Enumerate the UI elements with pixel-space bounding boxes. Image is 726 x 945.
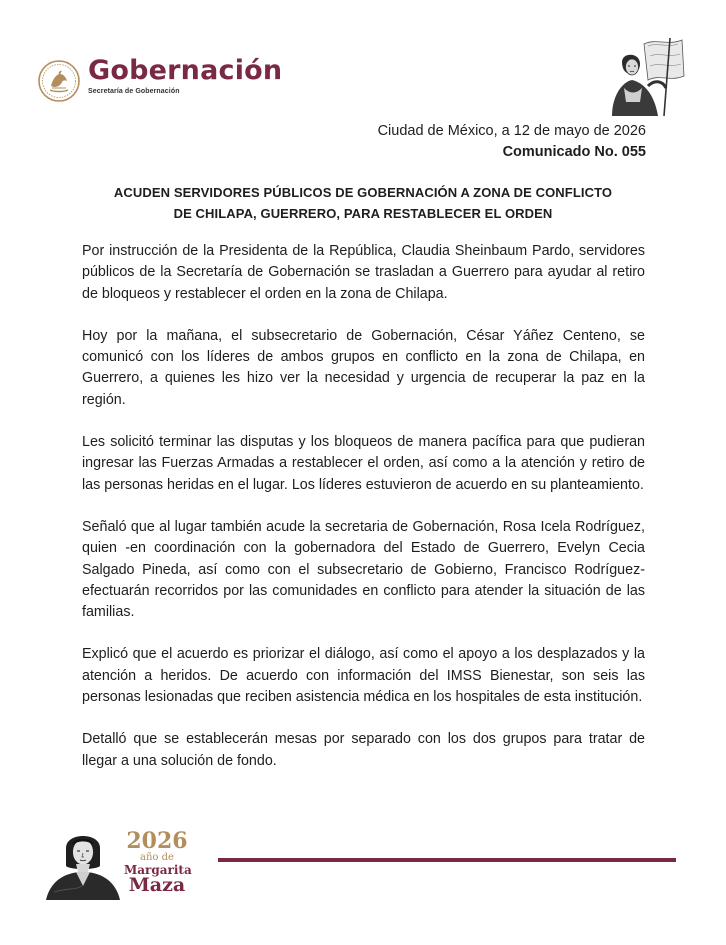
footer-surname: Maza [128,874,186,896]
press-release-title [82,182,644,224]
year-of-margarita-maza [124,830,190,895]
eagle-seal-icon [38,60,80,102]
body-paragraph: Explicó que el acuerdo es priorizar el diálogo, así como el apoyo a los desplazados y la atención a heridos. De acuerdo con información del IMSS Bienestar, son seis las personas lesionadas que reciben asistencia médica en los hospitales de esta institución. [82,646,645,706]
brand-name: Gobernación [88,55,283,86]
body-paragraph: Detalló que se establecerán mesas por separado con los dos grupos para tratar de llegar a una solución de fondo. [82,731,645,769]
brand-subtitle: Secretaría de Gobernación [88,88,180,95]
press-release-body [82,241,645,793]
title-line-2: DE CHILAPA, GUERRERO, PARA RESTABLECER EL ORDEN [173,206,553,221]
body-paragraph: Les solicitó terminar las disputas y los bloqueos de manera pacífica para que pudieran ingresar las Fuerzas Armadas a restablecer el orden, así como a la atención y retiro de las personas heridas en el lugar. Los líderes estuvieron de acuerdo en su planteamiento. [82,434,645,493]
footer-year-of: año de [140,852,174,863]
document-header [0,0,726,110]
comunicado-number: Comunicado No. 055 [502,144,646,160]
title-line-1: ACUDEN SERVIDORES PÚBLICOS DE GOBERNACIÓN A ZONA DE CONFLICTO [113,185,613,200]
body-paragraph: Señaló que al lugar también acude la secretaria de Gobernación, Rosa Icela Rodríguez, quien -en coordinación con la gobernadora del Estado de Guerrero, Evelyn Cecia Salgado Pineda, así como con el subsecretario de Gobierno, Francisco Rodríguez- efectuarán recorridos por las comunidades en conflicto para atender la situación de las familias. [82,518,645,621]
body-paragraph: Por instrucción de la Presidenta de la República, Claudia Sheinbaum Pardo, servidores públicos de la Secretaría de Gobernación se trasladan a Guerrero para ayudar al retiro de bloqueos y restablecer el orden en la zona de Chilapa. [82,243,645,302]
footer-name: Margarita [124,863,192,877]
place-date: Ciudad de México, a 12 de mayo de 2026 [377,123,646,139]
dateline [378,121,646,163]
woman-with-flag-icon [604,36,686,116]
footer-year: 2026 [126,828,188,854]
footer-divider [218,858,676,862]
body-paragraph: Hoy por la mañana, el subsecretario de Gobernación, César Yáñez Centeno, se comunicó con los líderes de ambos grupos en conflicto en la zona de Chilapa, en Guerrero, a quienes les hizo ver la necesidad y urgencia de recuperar la paz en la región. [82,327,645,408]
brand-block [88,56,282,95]
margarita-maza-portrait-icon [46,826,122,900]
